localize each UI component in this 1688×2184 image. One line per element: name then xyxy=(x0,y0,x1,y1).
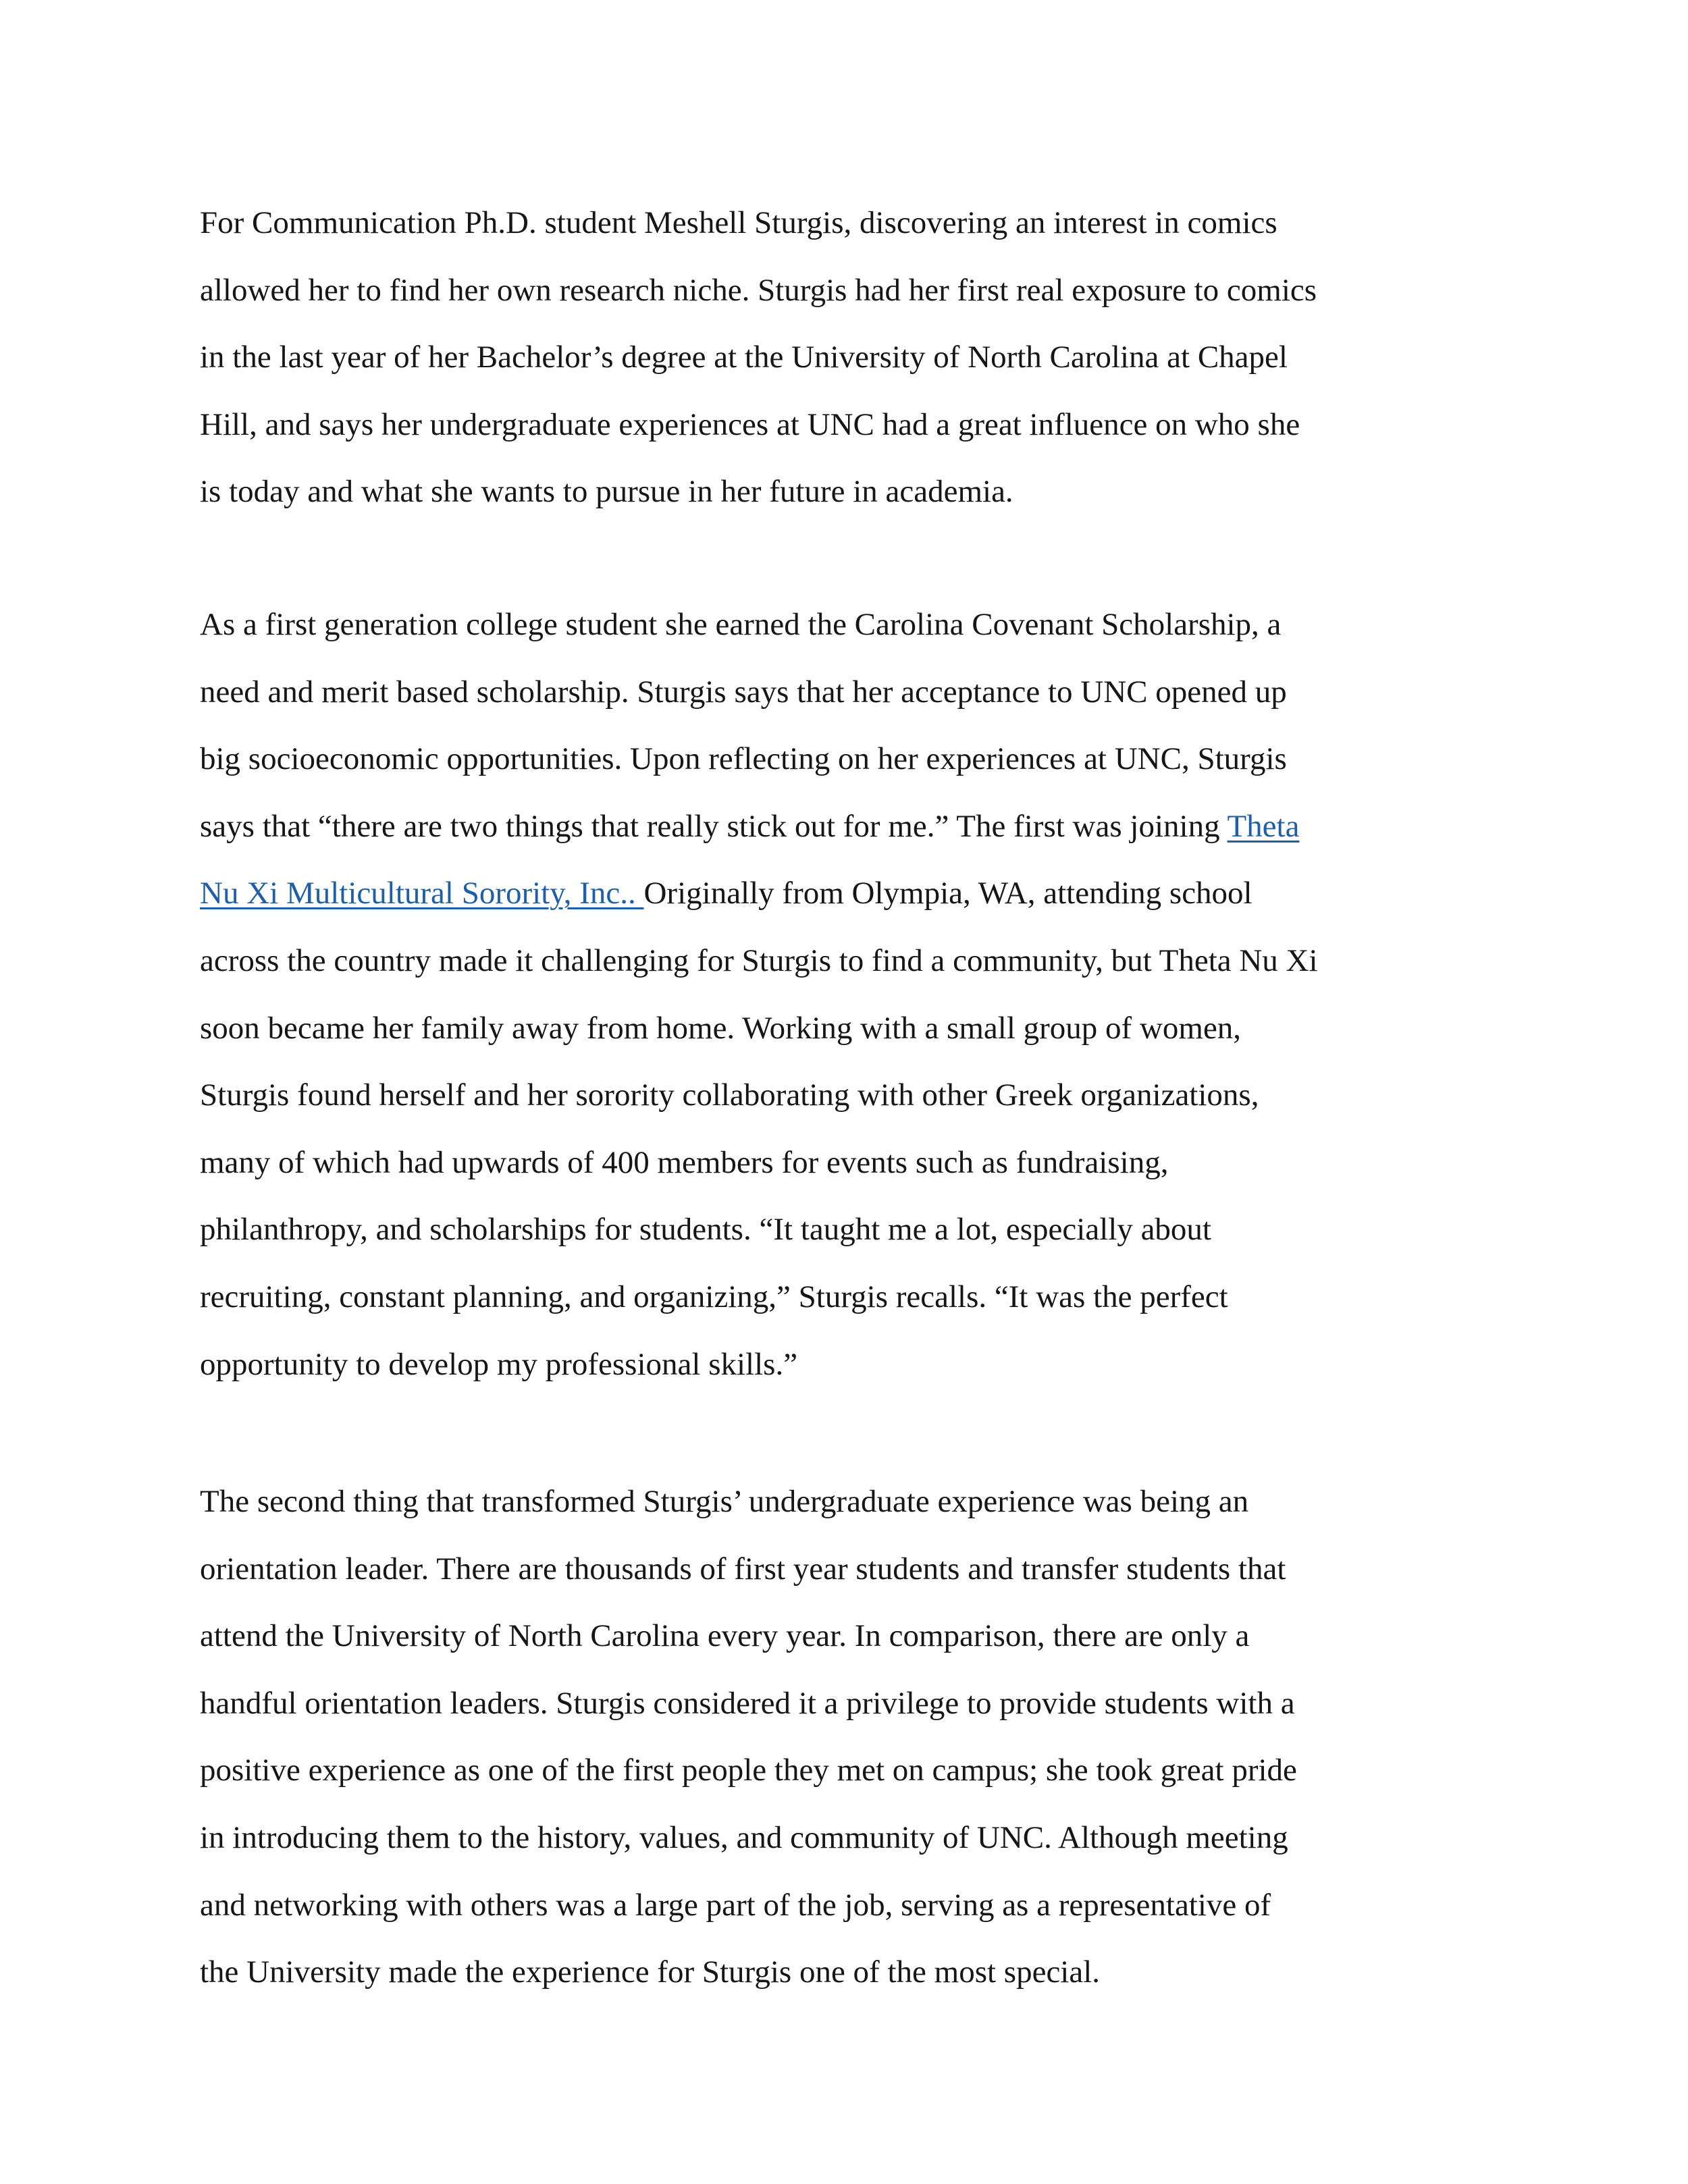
text-line xyxy=(200,860,1318,928)
text-line: As a first generation college student she earned the Carolina Covenant Scholarship, a xyxy=(200,607,1282,642)
text-line: The second thing that transformed Sturgis’ undergraduate experience was being an xyxy=(200,1484,1249,1519)
paragraph-intro xyxy=(200,190,1317,526)
text-line: handful orientation leaders. Sturgis considered it a privilege to provide students with a xyxy=(200,1685,1295,1721)
text-line: in introducing them to the history, values, and community of UNC. Although meeting xyxy=(200,1819,1288,1855)
paragraph-sorority xyxy=(200,591,1318,1398)
line-text: Originally from Olympia, WA, attending school xyxy=(643,876,1252,911)
line-text: says that “there are two things that really stick out for me.” The first was joining xyxy=(200,808,1228,844)
sorority-link-continued[interactable]: Nu Xi Multicultural Sorority, Inc.. xyxy=(200,876,644,911)
text-line: is today and what she wants to pursue in her future in academia. xyxy=(200,474,1013,510)
text-line: big socioeconomic opportunities. Upon reflecting on her experiences at UNC, Sturgis xyxy=(200,741,1287,777)
text-line: need and merit based scholarship. Sturgis says that her acceptance to UNC opened up xyxy=(200,674,1287,710)
text-line xyxy=(200,793,1318,861)
text-line: positive experience as one of the first people they met on campus; she took great pride xyxy=(200,1753,1297,1788)
text-line: soon became her family away from home. Working with a small group of women, xyxy=(200,1010,1242,1046)
sorority-link[interactable]: Theta xyxy=(1227,808,1300,844)
paragraph-orientation xyxy=(200,1468,1297,2006)
text-line: orientation leader. There are thousands of first year students and transfer students that xyxy=(200,1551,1286,1587)
text-line: and networking with others was a large part of the job, serving as a representative of xyxy=(200,1887,1271,1923)
text-line: the University made the experience for Sturgis one of the most special. xyxy=(200,1954,1101,1990)
text-line: Hill, and says her undergraduate experiences at UNC had a great influence on who she xyxy=(200,406,1300,442)
text-line: allowed her to find her own research niche. Sturgis had her first real exposure to comics xyxy=(200,272,1317,308)
text-line: attend the University of North Carolina every year. In comparison, there are only a xyxy=(200,1618,1250,1654)
text-line: For Communication Ph.D. student Meshell Sturgis, discovering an interest in comics xyxy=(200,205,1277,240)
text-line: in the last year of her Bachelor’s degree at the University of North Carolina at Chapel xyxy=(200,340,1288,375)
text-line: across the country made it challenging for Sturgis to find a community, but Theta Nu Xi xyxy=(200,942,1318,978)
text-line: opportunity to develop my professional skills.” xyxy=(200,1346,798,1382)
text-line: Sturgis found herself and her sorority collaborating with other Greek organizations, xyxy=(200,1077,1259,1113)
text-line: recruiting, constant planning, and organizing,” Sturgis recalls. “It was the perfect xyxy=(200,1279,1228,1314)
text-line: many of which had upwards of 400 members for events such as fundraising, xyxy=(200,1144,1169,1180)
text-line: philanthropy, and scholarships for students. “It taught me a lot, especially about xyxy=(200,1212,1211,1248)
